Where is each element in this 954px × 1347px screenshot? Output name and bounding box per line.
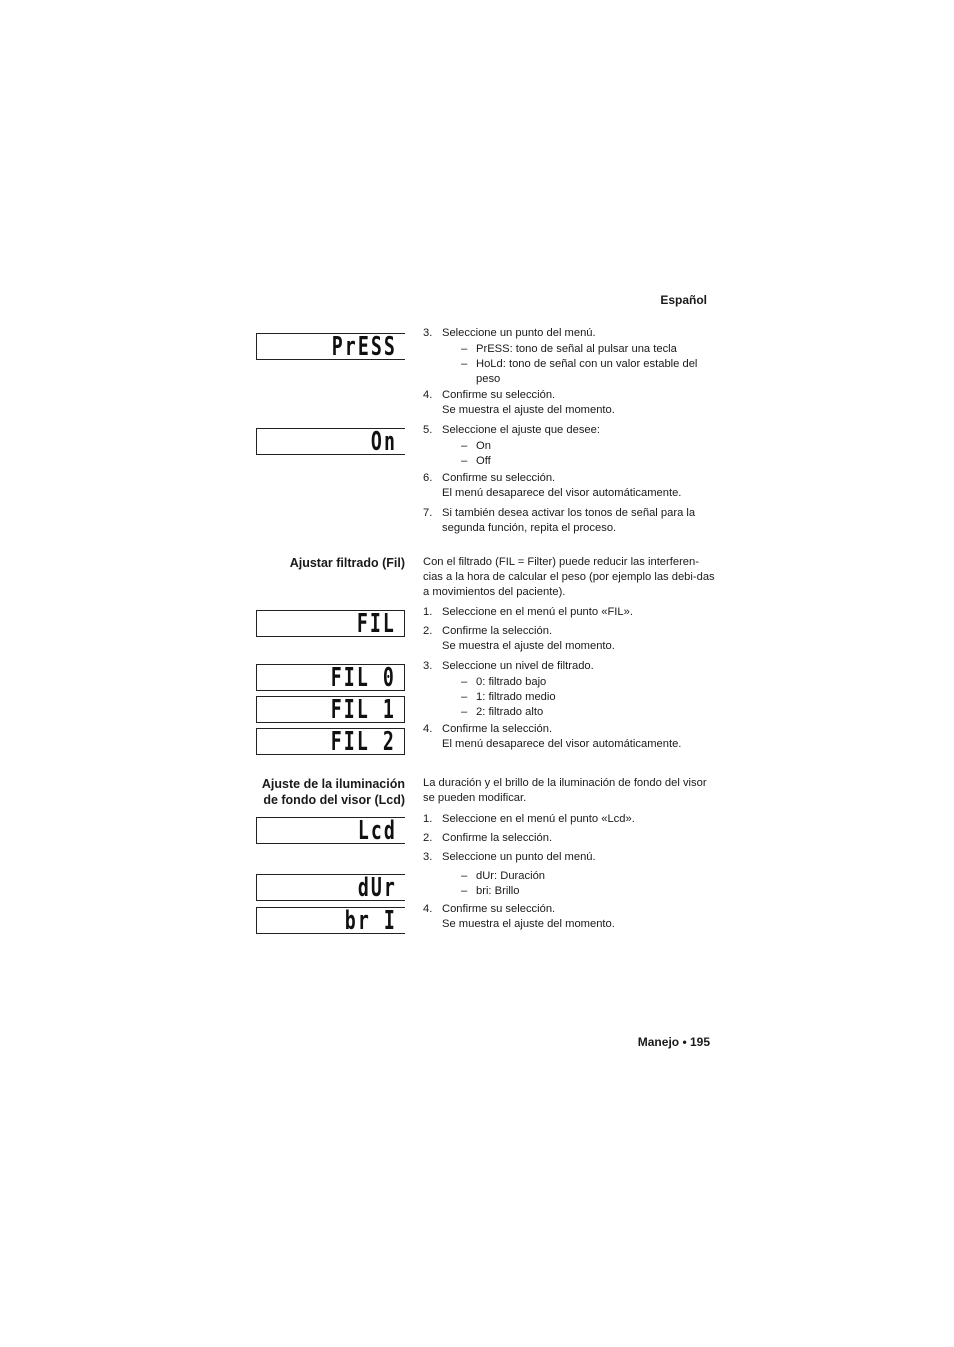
signal-step-3-option [461, 342, 716, 357]
lcd-display-fil2 [256, 728, 405, 755]
option-text: 0: filtrado bajo [476, 676, 547, 688]
dash: – [461, 870, 468, 882]
filter-option [461, 705, 716, 720]
lcd-display-dur [256, 874, 405, 901]
lcd-display-lcd [256, 817, 405, 844]
lcd-text: dUr [357, 872, 397, 903]
heading-line: Ajuste de la iluminación [261, 777, 405, 791]
section-heading-filter: Ajustar filtrado (Fil) [289, 556, 405, 570]
lcd-display-press [256, 333, 405, 360]
lcd-display-fil [256, 610, 405, 637]
step-text: Confirme su selección. [442, 472, 556, 484]
step-text: Confirme la selección. [442, 832, 553, 844]
dash: – [461, 885, 468, 897]
lcd-text: br I [344, 905, 397, 936]
heading-line: de fondo del visor (Lcd) [263, 793, 405, 807]
signal-step-7 [423, 506, 713, 536]
lcd-text: Lcd [357, 815, 397, 846]
step-detail: El menú desaparece del visor automáticamente. [442, 487, 682, 499]
step-detail: Se muestra el ajuste del momento. [442, 918, 615, 930]
lcd-display-fil1 [256, 696, 405, 723]
step-number: 1. [423, 606, 433, 618]
option-text: bri: Brillo [476, 885, 520, 897]
step-text: Confirme la selección. [442, 723, 553, 735]
step-text: Si también desea activar los tonos de señal para la segunda función, repita el proceso. [442, 507, 696, 534]
filter-option [461, 690, 716, 705]
lcd-display-fil0 [256, 664, 405, 691]
step-number: 4. [423, 903, 433, 915]
step-text: Seleccione un punto del menú. [442, 327, 596, 339]
backlight-step-1 [423, 812, 713, 827]
filter-step-3 [423, 659, 713, 674]
option-text: 2: filtrado alto [476, 706, 544, 718]
lcd-text: FIL 0 [330, 662, 396, 693]
section-heading-backlight [230, 776, 405, 808]
backlight-option [461, 884, 716, 899]
step-number: 5. [423, 424, 433, 436]
lcd-display-bri [256, 907, 405, 934]
step-number: 3. [423, 327, 433, 339]
option-text: dUr: Duración [476, 870, 546, 882]
step-text: Seleccione en el menú el punto «FIL». [442, 606, 633, 618]
lcd-text: FIL 1 [330, 694, 396, 725]
page-footer: Manejo • 195 [637, 1035, 710, 1049]
filter-step-2 [423, 624, 713, 654]
dash: – [461, 455, 468, 467]
signal-step-3 [423, 326, 713, 341]
signal-step-4 [423, 388, 713, 418]
lcd-display-on [256, 428, 405, 455]
option-text: Off [476, 455, 491, 467]
filter-option [461, 675, 716, 690]
option-text: On [476, 440, 491, 452]
backlight-intro: La duración y el brillo de la iluminación de fondo del visor se pueden modificar. [423, 777, 707, 804]
lcd-text: On [370, 426, 397, 457]
filter-step-4 [423, 722, 713, 752]
backlight-step-4 [423, 902, 713, 932]
signal-step-5 [423, 423, 713, 438]
option-text: HoLd: tono de señal con un valor estable del peso [476, 358, 698, 385]
lcd-text: FIL [356, 608, 396, 639]
filter-intro: Con el filtrado (FIL = Filter) puede reducir las interferen-cias a la hora de calcular el peso (por ejemplo las debi-das a movimientos del paciente). [423, 556, 715, 598]
backlight-step-3 [423, 850, 713, 865]
step-number: 7. [423, 507, 433, 519]
dash: – [461, 691, 468, 703]
step-number: 4. [423, 723, 433, 735]
step-text: Seleccione en el menú el punto «Lcd». [442, 813, 635, 825]
step-number: 1. [423, 813, 433, 825]
step-number: 2. [423, 832, 433, 844]
step-detail: Se muestra el ajuste del momento. [442, 640, 615, 652]
dash: – [461, 358, 468, 370]
dash: – [461, 343, 468, 355]
dash: – [461, 676, 468, 688]
filter-step-1 [423, 605, 713, 620]
step-text: Confirme su selección. [442, 389, 556, 401]
dash: – [461, 440, 468, 452]
signal-step-5-option [461, 454, 716, 469]
step-detail: El menú desaparece del visor automáticamente. [442, 738, 682, 750]
step-number: 2. [423, 625, 433, 637]
step-text: Seleccione un punto del menú. [442, 851, 596, 863]
option-text: 1: filtrado medio [476, 691, 556, 703]
dash: – [461, 706, 468, 718]
step-detail: Se muestra el ajuste del momento. [442, 404, 615, 416]
backlight-option [461, 869, 716, 884]
option-text: PrESS: tono de señal al pulsar una tecla [476, 343, 677, 355]
step-number: 3. [423, 660, 433, 672]
signal-step-6 [423, 471, 713, 501]
lcd-text: FIL 2 [330, 726, 396, 757]
step-text: Confirme la selección. [442, 625, 553, 637]
step-text: Confirme su selección. [442, 903, 556, 915]
language-label: Español [660, 293, 707, 307]
step-number: 4. [423, 389, 433, 401]
step-text: Seleccione un nivel de filtrado. [442, 660, 594, 672]
signal-step-5-option [461, 439, 716, 454]
step-number: 6. [423, 472, 433, 484]
step-number: 3. [423, 851, 433, 863]
step-text: Seleccione el ajuste que desee: [442, 424, 600, 436]
backlight-step-2 [423, 831, 713, 846]
signal-step-3-option [461, 357, 716, 387]
lcd-text: PrESS [331, 331, 397, 362]
